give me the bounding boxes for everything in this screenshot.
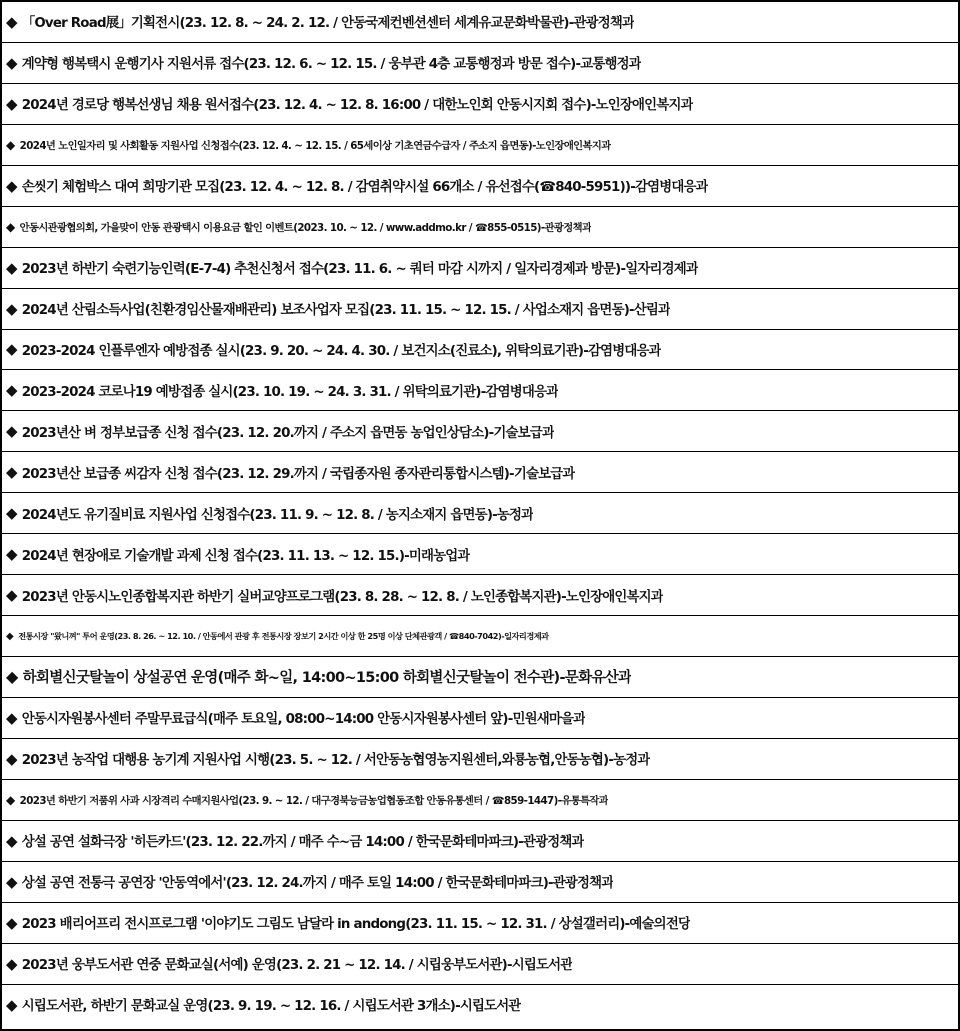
diamond-bullet-icon: ◆ xyxy=(6,12,17,31)
diamond-bullet-icon: ◆ xyxy=(6,381,17,400)
diamond-bullet-icon: ◆ xyxy=(6,94,17,113)
diamond-bullet-icon: ◆ xyxy=(6,545,17,564)
notice-item xyxy=(2,2,958,43)
notice-text: 2024년 현장애로 기술개발 과제 신청 접수(23. 11. 13. ~ 12. 15.)-미래농업과 xyxy=(21,548,470,564)
notice-text: 안동시관광협의회, 가을맞이 안동 관광택시 이용요금 할인 이벤트(2023. 10. ~ 12. / www.addmo.kr / ☎855-0515)-관광정책과 xyxy=(19,222,592,235)
diamond-bullet-icon: ◆ xyxy=(6,913,17,932)
notice-item xyxy=(2,657,958,698)
notice-text: 2024년도 유기질비료 지원사업 신청접수(23. 11. 9. ~ 12. 8. / 농지소재지 읍면동)-농정과 xyxy=(21,507,534,523)
notice-text: 안동시자원봉사센터 주말무료급식(매주 토요일, 08:00~14:00 안동시자원봉사센터 앞)-민원새마을과 xyxy=(21,712,586,728)
notice-item xyxy=(2,125,958,166)
notice-text: 2023년산 보급종 씨감자 신청 접수(23. 12. 29.까지 / 국립종자원 종자관리통합시스템)-기술보급과 xyxy=(21,466,575,482)
notice-item xyxy=(2,944,958,985)
notice-item xyxy=(2,575,958,616)
notice-item xyxy=(2,821,958,862)
notice-text: 하회별신굿탈놀이 상설공연 운영(매주 화~일, 14:00~15:00 하회별신굿탈놀이 전수관)-문화유산과 xyxy=(22,670,632,687)
diamond-bullet-icon: ◆ xyxy=(6,872,17,891)
diamond-bullet-icon: ◆ xyxy=(6,137,15,152)
diamond-bullet-icon: ◆ xyxy=(6,792,15,807)
diamond-bullet-icon: ◆ xyxy=(6,340,17,359)
notice-item xyxy=(2,862,958,903)
notice-item xyxy=(2,289,958,330)
notice-item xyxy=(2,207,958,248)
notice-text: 전통시장 "왔니껴" 투어 운영(23. 8. 26. ~ 12. 10. / 안동에서 관광 후 전통시장 장보기 2시간 이상 한 25명 이상 단체관광객 / ☎840-7042)-일자리경제과 xyxy=(18,630,549,641)
notice-item xyxy=(2,903,958,944)
notice-item xyxy=(2,616,958,657)
notice-item xyxy=(2,985,958,1026)
diamond-bullet-icon: ◆ xyxy=(6,422,17,441)
diamond-bullet-icon: ◆ xyxy=(6,504,17,523)
notice-item xyxy=(2,370,958,411)
notice-item xyxy=(2,411,958,452)
diamond-bullet-icon: ◆ xyxy=(6,995,17,1014)
notice-text: 2024년 경로당 행복선생님 채용 원서접수(23. 12. 4. ~ 12. 8. 16:00 / 대한노인회 안동시지회 접수)-노인장애인복지과 xyxy=(21,98,693,114)
diamond-bullet-icon: ◆ xyxy=(6,219,15,234)
notice-item xyxy=(2,166,958,207)
notice-text: 손씻기 체험박스 대여 희망기관 모집(23. 12. 4. ~ 12. 8. / 감염취약시설 66개소 / 유선접수(☎840-5951))-감염병대응과 xyxy=(21,180,708,196)
notice-item xyxy=(2,248,958,289)
notice-item xyxy=(2,493,958,534)
notice-text: 2023-2024 인플루엔자 예방접종 실시(23. 9. 20. ~ 24. 4. 30. / 보건지소(진료소), 위탁의료기관)-감염병대응과 xyxy=(21,343,661,359)
notice-text: 2023년 하반기 저품위 사과 시장격리 수매지원사업(23. 9. ~ 12. / 대구경북능금농업협동조합 안동유통센터 / ☎859-1447)-유통특작과 xyxy=(19,795,609,808)
notice-item xyxy=(2,698,958,739)
diamond-bullet-icon: ◆ xyxy=(6,586,17,605)
notice-text: 시립도서관, 하반기 문화교실 운영(23. 9. 19. ~ 12. 16. / 시립도서관 3개소)-시립도서관 xyxy=(21,999,521,1015)
notice-item xyxy=(2,534,958,575)
notice-item xyxy=(2,780,958,821)
notice-text: 2023년 안동시노인종합복지관 하반기 실버교양프로그램(23. 8. 28. ~ 12. 8. / 노인종합복지관)-노인장애인복지과 xyxy=(21,589,663,605)
diamond-bullet-icon: ◆ xyxy=(6,708,17,727)
notice-item xyxy=(2,43,958,84)
diamond-bullet-icon: ◆ xyxy=(6,831,17,850)
diamond-bullet-icon: ◆ xyxy=(6,667,18,687)
notice-text: 2024년 노인일자리 및 사회활동 지원사업 신청접수(23. 12. 4. ~ 12. 15. / 65세이상 기초연금수급자 / 주소지 읍면동)-노인장애인복지과 xyxy=(19,140,611,153)
notice-text: 2023 배리어프리 전시프로그램 '이야기도 그림도 남달라 in andong(23. 11. 15. ~ 12. 31. / 상설갤러리)-예술의전당 xyxy=(21,917,691,933)
diamond-bullet-icon: ◆ xyxy=(6,176,17,195)
diamond-bullet-icon: ◆ xyxy=(6,53,17,72)
diamond-bullet-icon: ◆ xyxy=(6,954,17,973)
diamond-bullet-icon: ◆ xyxy=(6,749,17,768)
notice-text: 「Over Road展」기획전시(23. 12. 8. ~ 24. 2. 12. / 안동국제컨벤션센터 세계유교문화박물관)-관광정책과 xyxy=(21,16,635,32)
notice-text: 계약형 행복택시 운행기사 지원서류 접수(23. 12. 6. ~ 12. 15. / 웅부관 4층 교통행정과 방문 접수)-교통행정과 xyxy=(21,57,641,73)
notice-item xyxy=(2,330,958,371)
notice-text: 2023년산 벼 정부보급종 신청 접수(23. 12. 20.까지 / 주소지 읍면동 농업인상담소)-기술보급과 xyxy=(21,425,555,441)
diamond-bullet-icon: ◆ xyxy=(6,463,17,482)
notice-list xyxy=(2,2,958,1025)
notice-text: 2023년 농작업 대행용 농기계 지원사업 시행(23. 5. ~ 12. / 서안동농협영농지원센터,와룡농협,안동농협)-농정과 xyxy=(21,753,650,769)
diamond-bullet-icon: ◆ xyxy=(6,630,14,642)
diamond-bullet-icon: ◆ xyxy=(6,258,17,277)
notice-text: 2023년 웅부도서관 연중 문화교실(서예) 운영(23. 2. 21 ~ 12. 14. / 시립웅부도서관)-시립도서관 xyxy=(21,958,573,974)
notice-text: 2023-2024 코로나19 예방접종 실시(23. 10. 19. ~ 24. 3. 31. / 위탁의료기관)-감염병대응과 xyxy=(21,384,559,400)
notice-item xyxy=(2,84,958,125)
notice-text: 2024년 산림소득사업(친환경임산물재배관리) 보조사업자 모집(23. 11. 15. ~ 12. 15. / 사업소재지 읍면동)-산림과 xyxy=(21,303,671,319)
notice-item xyxy=(2,452,958,493)
notice-text: 상설 공연 설화극장 '히든카드'(23. 12. 22.까지 / 매주 수~금 14:00 / 한국문화테마파크)-관광정책과 xyxy=(21,835,584,851)
notice-item xyxy=(2,739,958,780)
diamond-bullet-icon: ◆ xyxy=(6,299,17,318)
notice-text: 2023년 하반기 숙련기능인력(E-7-4) 추천신청서 접수(23. 11. 6. ~ 쿼터 마감 시까지 / 일자리경제과 방문)-일자리경제과 xyxy=(21,262,699,278)
notice-text: 상설 공연 전통극 공연장 '안동역에서'(23. 12. 24.까지 / 매주 토일 14:00 / 한국문화테마파크)-관광정책과 xyxy=(21,876,614,892)
